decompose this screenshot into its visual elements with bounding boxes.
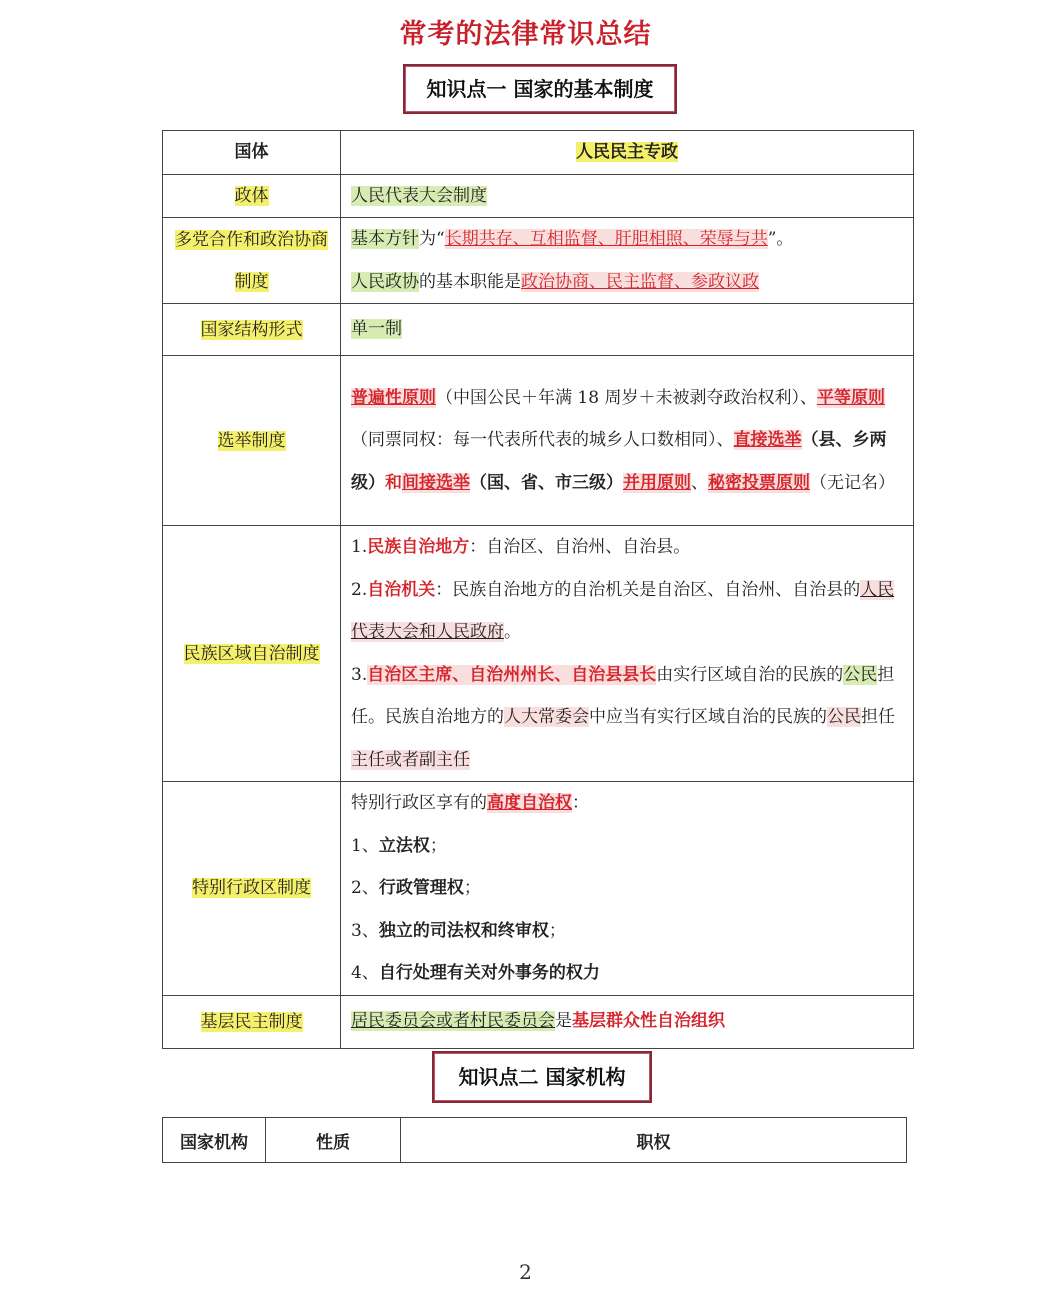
cell-text: 民族区域自治制度 — [183, 643, 320, 664]
table-row — [163, 356, 914, 526]
cell-text: 国家结构形式 — [200, 319, 303, 340]
text: 3. — [351, 664, 368, 685]
text-line — [351, 526, 903, 569]
col-header-nature: 性质 — [266, 1118, 401, 1163]
row-value-xuanju — [341, 356, 914, 526]
cell-text: 政体 — [234, 185, 269, 206]
basic-systems-table — [162, 130, 914, 1049]
text: 秘密投票原则 — [708, 472, 810, 493]
text: 公民 — [843, 664, 878, 685]
text: 普遍性原则 — [351, 387, 436, 408]
text: 间接选举 — [402, 472, 470, 493]
text: 人民政协 — [351, 271, 419, 292]
row-value-minzu — [341, 526, 914, 782]
text: 。 — [504, 622, 521, 642]
list-item — [351, 867, 903, 910]
row-key-zhengti — [163, 174, 341, 218]
list-item — [351, 952, 903, 995]
text: 是 — [555, 1011, 572, 1032]
cell-text: 基层民主制度 — [200, 1011, 303, 1032]
text: 担任。民族自治地方的 — [351, 664, 895, 727]
text: 基本方针 — [351, 229, 419, 249]
cell-text: 单一制 — [351, 319, 402, 340]
row-key-jiegou — [163, 304, 341, 356]
text: 立法权 — [378, 835, 430, 856]
text: （同票同权：每一代表所代表的城乡人口数相同）、 — [351, 430, 734, 451]
row-value-jiceng — [341, 995, 914, 1048]
cell-text: 人民代表大会制度 — [351, 185, 487, 206]
text-line — [351, 654, 903, 782]
text: 直接选举 — [733, 430, 802, 451]
text: 独立的司法权和终审权 — [378, 920, 549, 941]
section-heading-2: 知识点二 国家机构 — [432, 1051, 652, 1103]
row-key-xuanju — [163, 356, 341, 526]
text-line — [351, 782, 903, 825]
text: ”。 — [767, 229, 794, 249]
text-line — [351, 218, 903, 261]
list-item — [351, 825, 903, 868]
row-key-jiceng — [163, 995, 341, 1048]
text-line — [351, 261, 903, 304]
page-title: 常考的法律常识总结 — [399, 19, 652, 50]
text: 3、 — [351, 920, 379, 941]
text: 政治协商、民主监督、参政议政 — [521, 271, 759, 292]
cell-text: 多党合作和政治协商制度 — [175, 229, 328, 292]
text: 由实行区域自治的民族的 — [656, 664, 844, 685]
state-organs-table — [162, 1117, 907, 1163]
row-value-tebie — [341, 782, 914, 996]
text: 自治区主席、自治州州长、自治县县长 — [367, 664, 657, 685]
text: ：民族自治地方的自治机关是自治区、自治州、自治县的 — [435, 579, 861, 600]
text: 的基本职能是 — [419, 271, 521, 292]
text: 人民代表大会和人民政府 — [351, 579, 895, 642]
row-value-guoti — [341, 131, 914, 175]
text: 4、 — [351, 963, 379, 983]
text: 行政管理权 — [378, 878, 464, 898]
text: 人大常委会 — [504, 707, 589, 727]
text: 居民委员会或者村民委员会 — [351, 1011, 555, 1032]
table-row — [163, 782, 914, 996]
text: 长期共存、互相监督、肝胆相照、荣辱与共 — [444, 229, 768, 249]
text: （无记名） — [810, 472, 895, 493]
table-row — [163, 995, 914, 1048]
row-value-duodang — [341, 218, 914, 304]
text-line — [351, 569, 903, 654]
text: 平等原则 — [816, 387, 885, 408]
text: 为“ — [419, 229, 445, 249]
table-row — [163, 304, 914, 356]
text: 1. — [351, 537, 368, 557]
page-number: 2 — [519, 1260, 532, 1284]
text: 自行处理有关对外事务的权力 — [378, 963, 600, 983]
text: 2. — [351, 579, 368, 600]
text: ； — [548, 920, 566, 941]
text: 民族自治地方 — [367, 537, 470, 557]
text: ； — [463, 878, 481, 898]
row-key-tebie — [163, 782, 341, 996]
text: 基层群众性自治组织 — [572, 1011, 725, 1032]
text: （中国公民＋年满 18 周岁＋未被剥夺政治权利）、 — [436, 387, 817, 408]
table-row — [163, 218, 914, 304]
text: 高度自治权 — [487, 793, 572, 813]
cell-text: 国体 — [234, 142, 269, 163]
text: ； — [429, 835, 447, 856]
cell-text: 人民民主专政 — [576, 142, 678, 162]
text: 、 — [691, 472, 708, 493]
text: 中应当有实行区域自治的民族的 — [589, 707, 827, 727]
section-heading-1: 知识点一 国家的基本制度 — [403, 64, 677, 114]
row-value-zhengti — [341, 174, 914, 218]
col-header-powers: 职权 — [401, 1118, 907, 1163]
row-key-guoti — [163, 131, 341, 175]
text: ： — [572, 793, 589, 813]
row-key-minzu — [163, 526, 341, 782]
text: 并用原则 — [623, 472, 691, 493]
text: 自治机关 — [367, 579, 436, 600]
cell-text: 选举制度 — [217, 430, 286, 451]
row-key-duodang — [163, 218, 341, 304]
cell-text: 特别行政区制度 — [192, 878, 311, 899]
text: 公民 — [827, 707, 861, 727]
text: 主任或者副主任 — [351, 749, 470, 770]
text: 1、 — [351, 835, 379, 856]
text: 和 — [385, 472, 402, 493]
table-row — [163, 174, 914, 218]
text: （县、乡两级） — [351, 430, 887, 493]
table-header-row — [163, 1118, 907, 1163]
text: 特别行政区享有的 — [351, 793, 487, 813]
text: ：自治区、自治州、自治县。 — [469, 537, 691, 557]
row-value-jiegou — [341, 304, 914, 356]
list-item — [351, 910, 903, 953]
text: （国、省、市三级） — [470, 472, 623, 493]
text: 担任 — [861, 707, 895, 727]
table-row — [163, 526, 914, 782]
col-header-organ: 国家机构 — [163, 1118, 266, 1163]
table-row — [163, 131, 914, 175]
text: 2、 — [351, 878, 379, 898]
